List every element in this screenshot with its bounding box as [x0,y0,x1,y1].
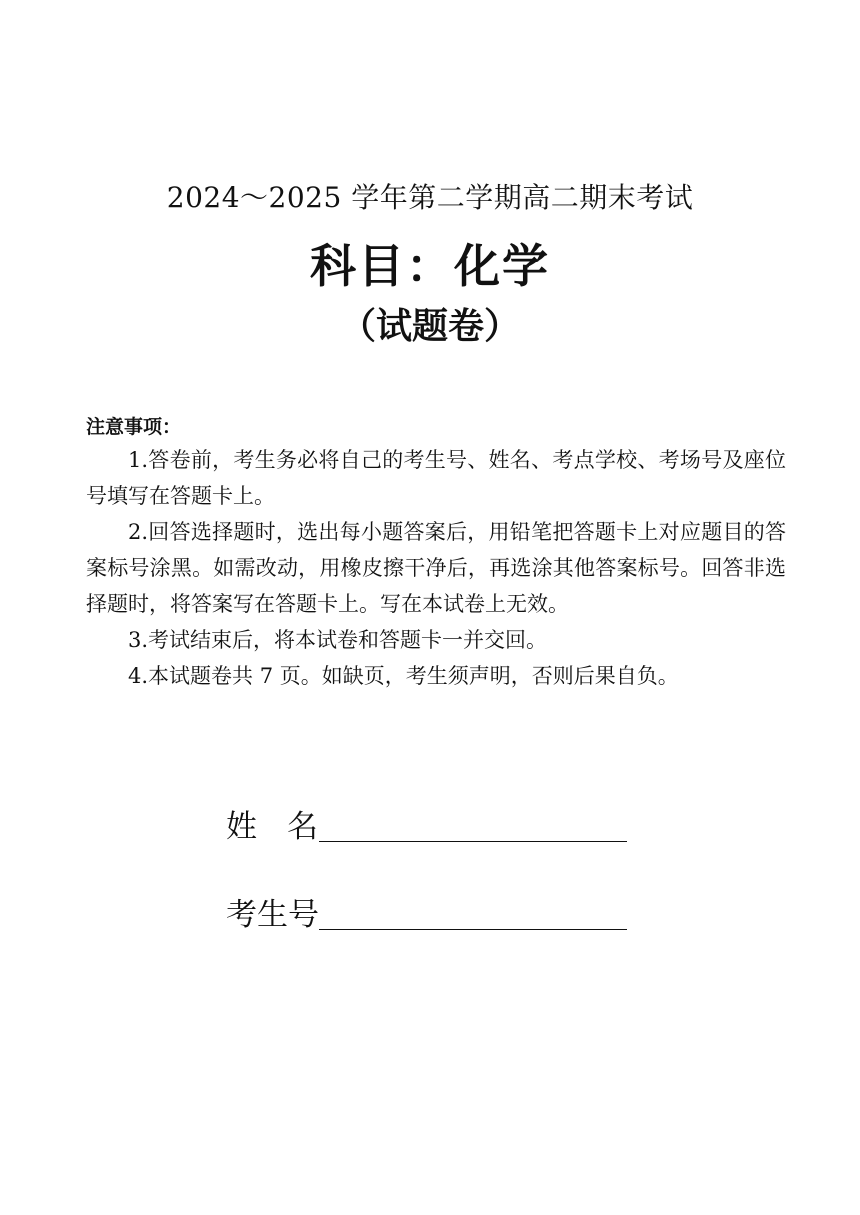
name-row [226,806,627,846]
exam-title: 2024～2025 学年第二学期高二期末考试 [166,181,694,214]
note-item: 2.回答选择题时，选出每小题答案后，用铅笔把答题卡上对应题目的答案标号涂黑。如需改动，用橡皮擦干净后，再选涂其他答案标号。回答非选择题时，将答案写在答题卡上。写在本试卷上无效。 [86,520,786,616]
candidate-info-form [226,806,627,982]
name-field[interactable] [319,840,627,842]
candidate-id-field[interactable] [319,928,627,930]
name-label: 姓名 [226,809,348,845]
note-item: 1.答卷前，考生务必将自己的考生号、姓名、考点学校、考场号及座位号填写在答题卡上。 [86,448,786,508]
candidate-id-label: 考生号 [226,897,319,933]
subject-title: 科目：化学 [310,239,550,293]
notes-heading: 注意事项： [86,416,182,438]
notes-section [86,412,786,694]
paper-type: （试题卷） [339,305,520,347]
note-item: 3.考试结束后，将本试卷和答题卡一并交回。 [128,628,548,652]
candidate-id-row [226,894,627,934]
note-item: 4.本试题卷共 7 页。如缺页，考生须声明，否则后果自负。 [128,664,679,688]
